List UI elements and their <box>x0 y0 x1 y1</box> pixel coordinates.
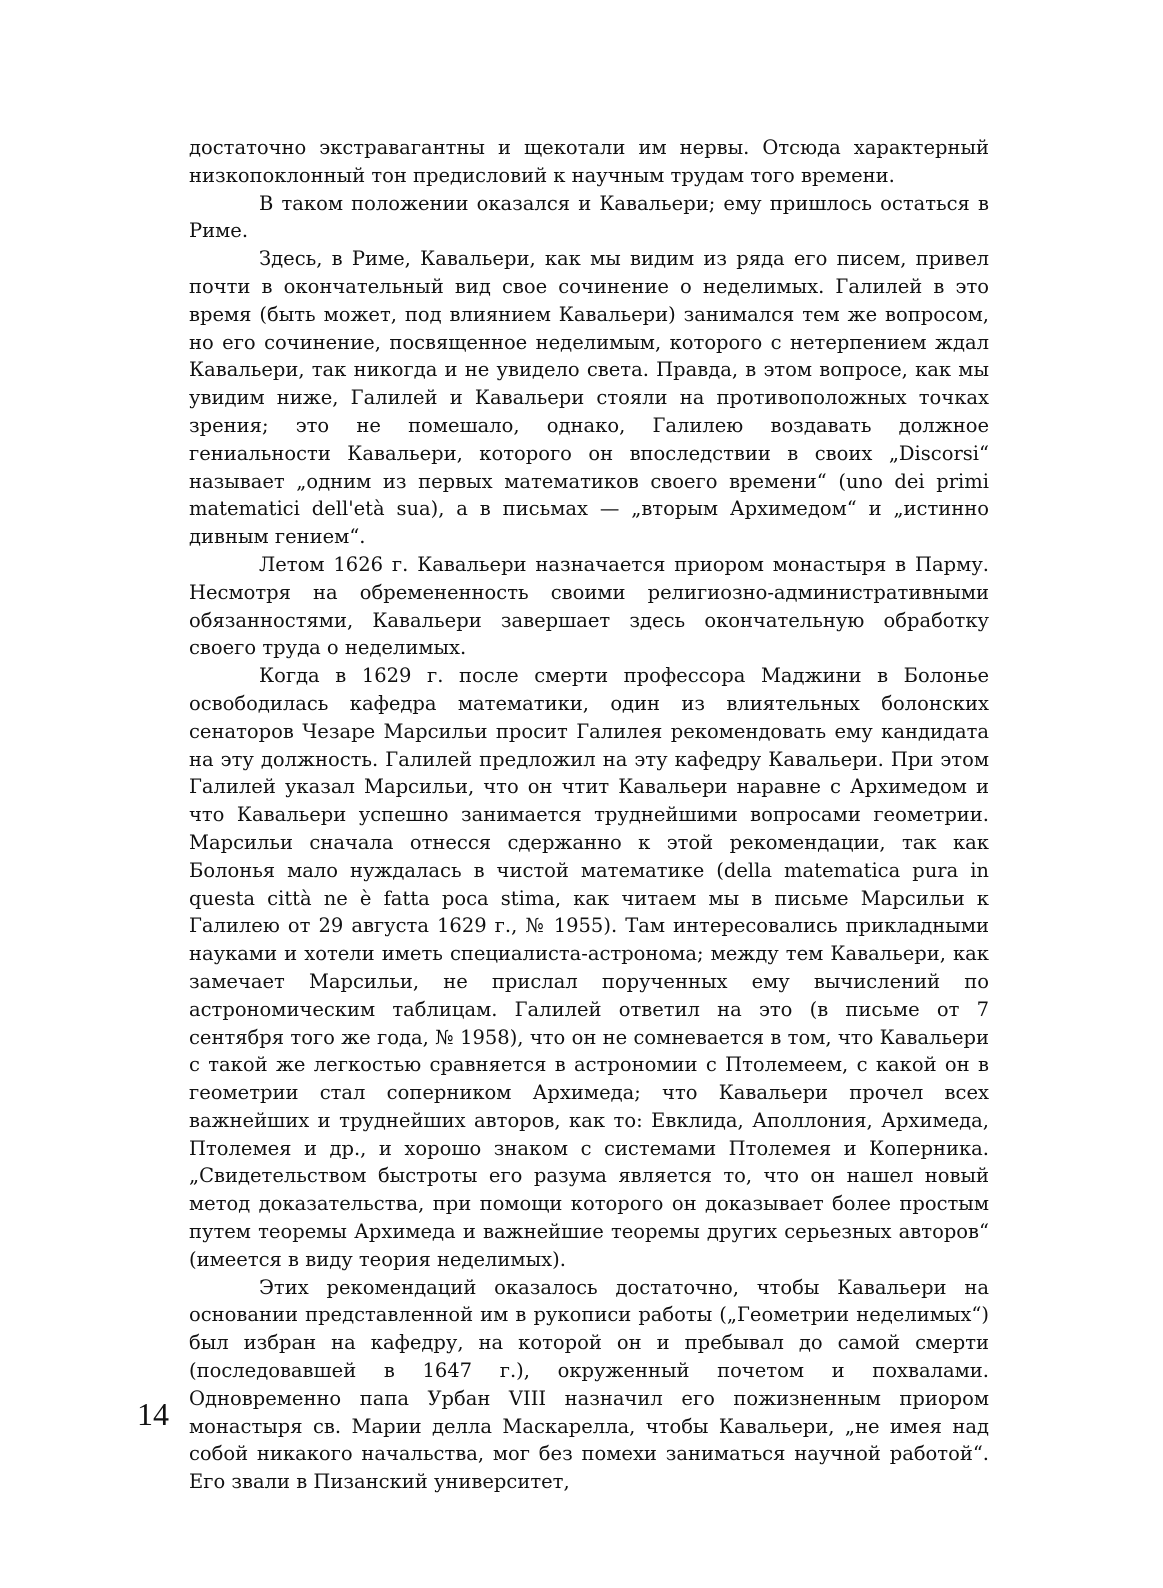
paragraph-4: Летом 1626 г. Кавальери назначается приором монастыря в Парму. Несмотря на обремененность своими религиозно-административными обязанностями, Кавальери завершает здесь окончательную обработку своего труда о неделимых. <box>189 552 989 660</box>
body-text <box>189 134 989 1496</box>
paragraph-3: Здесь, в Риме, Кавальери, как мы видим из ряда его писем, привел почти в окончательный вид свое сочинение о неделимых. Галилей в это время (быть может, под влиянием Кавальери) занимался тем же вопросом, но его сочинение, посвященное неделимым, которого с нетерпением ждал Кавальери, так никогда и не увидело света. Правда, в этом вопросе, как мы увидим ниже, Галилей и Кавальери стояли на противоположных точках зрения; это не помешало, однако, Галилею воздавать должное гениальности Кавальери, которого он впоследствии в своих „Discorsi“ называет „одним из первых математиков своего времени“ (uno dei primi matematici dell'età sua), а в письмах — „вторым Архимедом“ и „истинно дивным гением“. <box>189 247 989 549</box>
paragraph-5: Когда в 1629 г. после смерти профессора Маджини в Болонье освободилась кафедра математики, один из влиятельных болонских сенаторов Чезаре Марсильи просит Галилея рекомендовать ему кандидата на эту должность. Галилей предложил на эту кафедру Кавальери. При этом Галилей указал Марсильи, что он чтит Кавальери наравне с Архимедом и что Кавальери успешно занимается труднейшими вопросами геометрии. Марсильи сначала отнесся сдержанно к этой рекомендации, так как Болонья мало нуждалась в чистой математике (della matematica pura in questa città ne è fatta poca stima, как читаем мы в письме Марсильи к Галилею от 29 августа 1629 г., № 1955). Там интересовались прикладными науками и хотели иметь специалиста-астронома; между тем Кавальери, как замечает Марсильи, не прислал порученных ему вычислений по астрономическим таблицам. Галилей ответил на это (в письме от 7 сентября того же года, № 1958), что он не сомневается в том, что Кавальери с такой же легкостью сравняется в астрономии с Птолемеем, с какой он в геометрии стал соперником Архимеда; что Кавальери прочел всех важнейших и труднейших авторов, как то: Евклида, Аполлония, Архимеда, Птолемея и др., и хорошо знаком с системами Птолемея и Коперника. „Свидетельством быстроты его разума является то, что он нашел новый метод доказательства, при помощи которого он доказывает более простым путем теоремы Архимеда и важнейшие теоремы других серьезных авторов“ (имеется в виду теория неделимых). <box>189 664 989 1271</box>
paragraph-1: достаточно экстравагантны и щекотали им нервы. Отсюда характерный низкопоклонный тон предисловий к научным трудам того времени. <box>189 136 989 187</box>
paragraph-2: В таком положении оказался и Кавальери; ему пришлось остаться в Риме. <box>189 191 989 243</box>
page-number: 14 <box>137 1396 169 1432</box>
paragraph-6: Этих рекомендаций оказалось достаточно, чтобы Кавальери на основании представленной им в рукописи работы („Геометрии неделимых“) был избран на кафедру, на которой он и пребывал до самой смерти (последовавшей в 1647 г.), окруженный почетом и похвалами. Одновременно папа Урбан VIII назначил его пожизненным приором монастыря св. Марии делла Маскарелла, чтобы Кавальери, „не имея над собой никакого начальства, мог без помехи заниматься научной работой“. Его звали в Пизанский университет, <box>189 1275 989 1494</box>
